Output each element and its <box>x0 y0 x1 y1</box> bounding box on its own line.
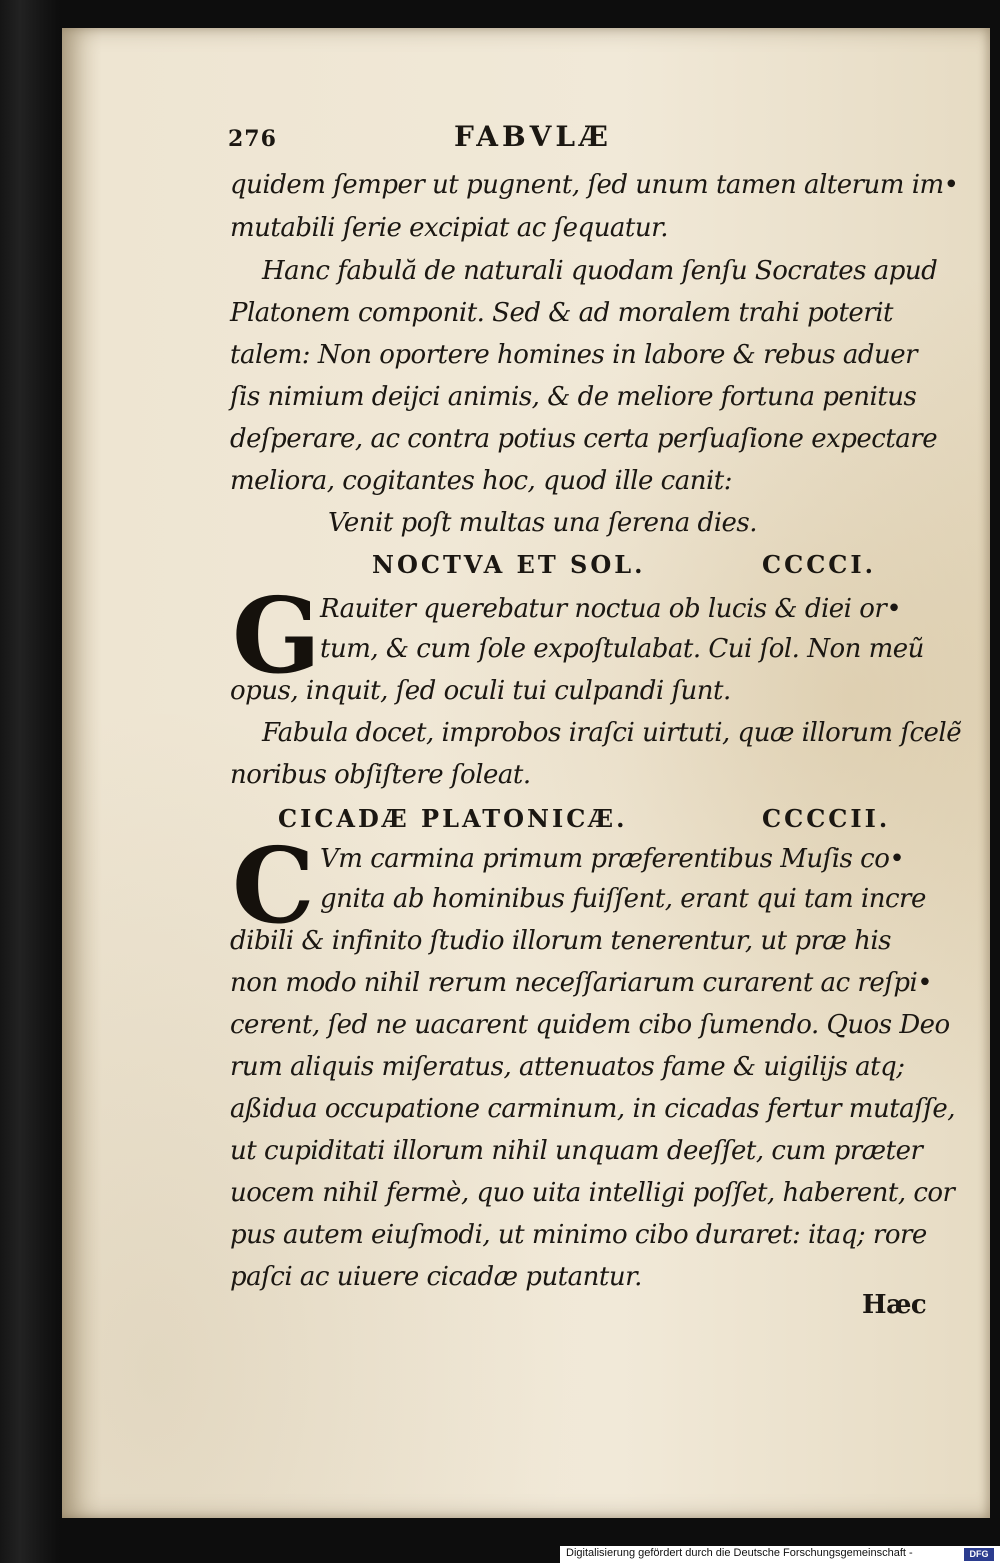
fable-line: uocem nihil fermè, quo uita intelligi poſſet, haberent, cor <box>230 1178 955 1208</box>
fable-line: non modo nihil rerum neceſſariarum curarent ac reſpi• <box>230 968 933 998</box>
footer-credit: Digitalisierung gefördert durch die Deutsche Forschungsgemeinschaft - <box>566 1547 913 1559</box>
moral-line: Fabula docet, improbos iraſci uirtuti, quæ illorum ſcelẽ <box>262 718 962 748</box>
verse-line: Venit poſt multas una ſerena dies. <box>328 508 757 538</box>
fable-line: pus autem eiuſmodi, ut minimo cibo duraret: itaq; rore <box>230 1220 927 1250</box>
fable-line: ut cupiditati illorum nihil unquam deeſſet, cum præter <box>230 1136 923 1166</box>
digitization-footer <box>560 1546 1000 1563</box>
commentary-line: Platonem componit. Sed & ad moralem trahi poterit <box>230 298 893 328</box>
fable-line: tum, & cum ſole expoſtulabat. Cui ſol. Non meũ <box>320 634 924 664</box>
moral-line: noribus obſiſtere ſoleat. <box>230 760 531 790</box>
fable-line: aßidua occupatione carminum, in cicadas fertur mutaſſe, <box>230 1094 956 1124</box>
fable-line: Rauiter querebatur noctua ob lucis & diei or• <box>320 594 902 624</box>
fable-line: paſci ac uiuere cicadæ putantur. <box>230 1262 642 1292</box>
fable-line: dibili & infinito ſtudio illorum tenerentur, ut præ his <box>230 926 891 956</box>
fable-title: NOCTVA ET SOL. <box>372 550 646 579</box>
dfg-logo-icon: DFG <box>964 1548 994 1561</box>
fable-line: rum aliquis miſeratus, attenuatos fame & uigilijs atq; <box>230 1052 905 1082</box>
intro-line: mutabili ſerie excipiat ac ſequatur. <box>230 213 668 243</box>
fable-line: cerent, ſed ne uacarent quidem cibo ſumendo. Quos Deo <box>230 1010 950 1040</box>
commentary-line: meliora, cogitantes hoc, quod ille canit: <box>230 466 732 496</box>
fable-line: opus, inquit, ſed oculi tui culpandi ſunt. <box>230 676 731 706</box>
catchword: Hæc <box>862 1290 927 1320</box>
fable-title: CICADÆ PLATONICÆ. <box>278 804 628 833</box>
running-title: FABVLÆ <box>454 120 612 153</box>
intro-line: quidem ſemper ut pugnent, ſed unum tamen alterum im• <box>230 170 959 200</box>
drop-cap-c: C <box>232 824 315 947</box>
fable-line: gnita ab hominibus fuiſſent, erant qui tam incre <box>320 884 926 914</box>
drop-cap-g: G <box>232 574 321 697</box>
fable-line: Vm carmina primum præferentibus Muſis co• <box>320 844 905 874</box>
book-page <box>62 28 990 1518</box>
page-number: 276 <box>228 126 277 152</box>
commentary-line: talem: Non oportere homines in labore & rebus aduer <box>230 340 918 370</box>
commentary-line: Hanc fabulă de naturali quodam ſenſu Socrates apud <box>262 256 938 286</box>
commentary-line: deſperare, ac contra potius certa perſuaſione expectare <box>230 424 938 454</box>
commentary-line: ſis nimium deijci animis, & de meliore fortuna penitus <box>230 382 917 412</box>
fable-number: CCCCII. <box>762 804 891 833</box>
fable-number: CCCCI. <box>762 550 876 579</box>
